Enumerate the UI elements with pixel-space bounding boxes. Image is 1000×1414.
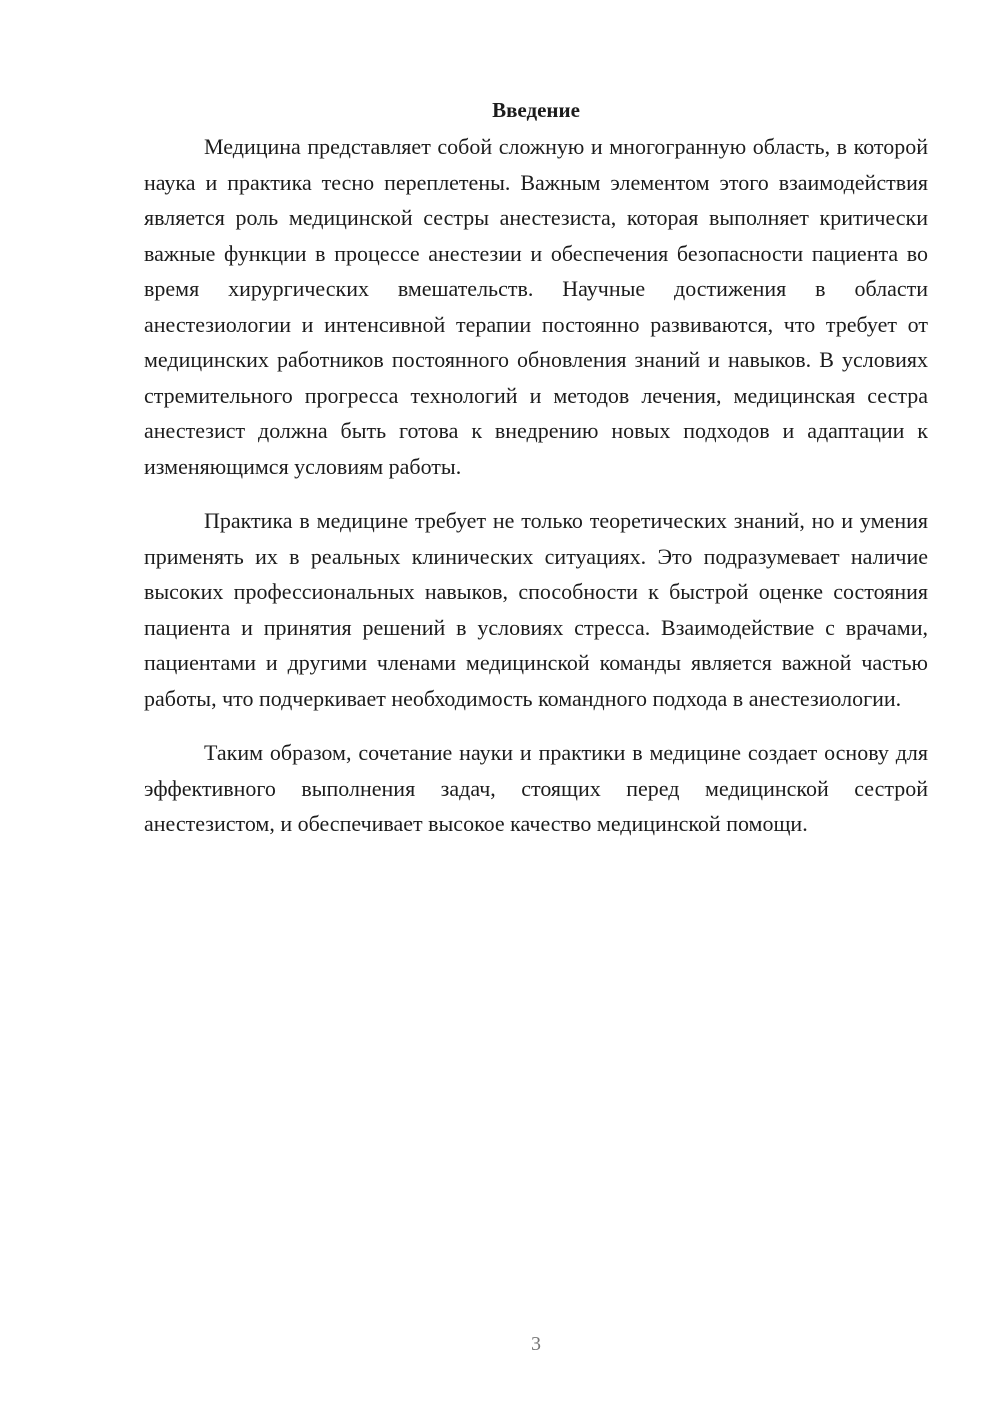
document-body	[144, 94, 928, 861]
page-number: 3	[531, 1333, 541, 1355]
paragraph-3: Таким образом, сочетание науки и практики в медицине создает основу для эффективного выполнения задач, стоящих перед медицинской сестрой анестезистом, и обеспечивает высокое качество медицинской помощи.	[144, 740, 928, 836]
paragraph-2: Практика в медицине требует не только теоретических знаний, но и умения применять их в реальных клинических ситуациях. Это подразумевает наличие высоких профессиональных навыков, способности к быстрой оценке состояния пациента и принятия решений в условиях стресса. Взаимодействие с врачами, пациентами и другими членами медицинской команды является важной частью работы, что подчеркивает необходимость командного подхода в анестезиологии.	[144, 508, 928, 711]
section-title: Введение	[492, 98, 580, 122]
paragraph-1: Медицина представляет собой сложную и многогранную область, в которой наука и практика тесно переплетены. Важным элементом этого взаимодействия является роль медицинской сестры анестезиста, которая выполняет критически важные функции в процессе анестезии и обеспечения безопасности пациента во время хирургических вмешательств. Научные достижения в области анестезиологии и интенсивной терапии постоянно развиваются, что требует от медицинских работников постоянного обновления знаний и навыков. В условиях стремительного прогресса технологий и методов лечения, медицинская сестра анестезист должна быть готова к внедрению новых подходов и адаптации к изменяющимся условиям работы.	[144, 134, 928, 479]
